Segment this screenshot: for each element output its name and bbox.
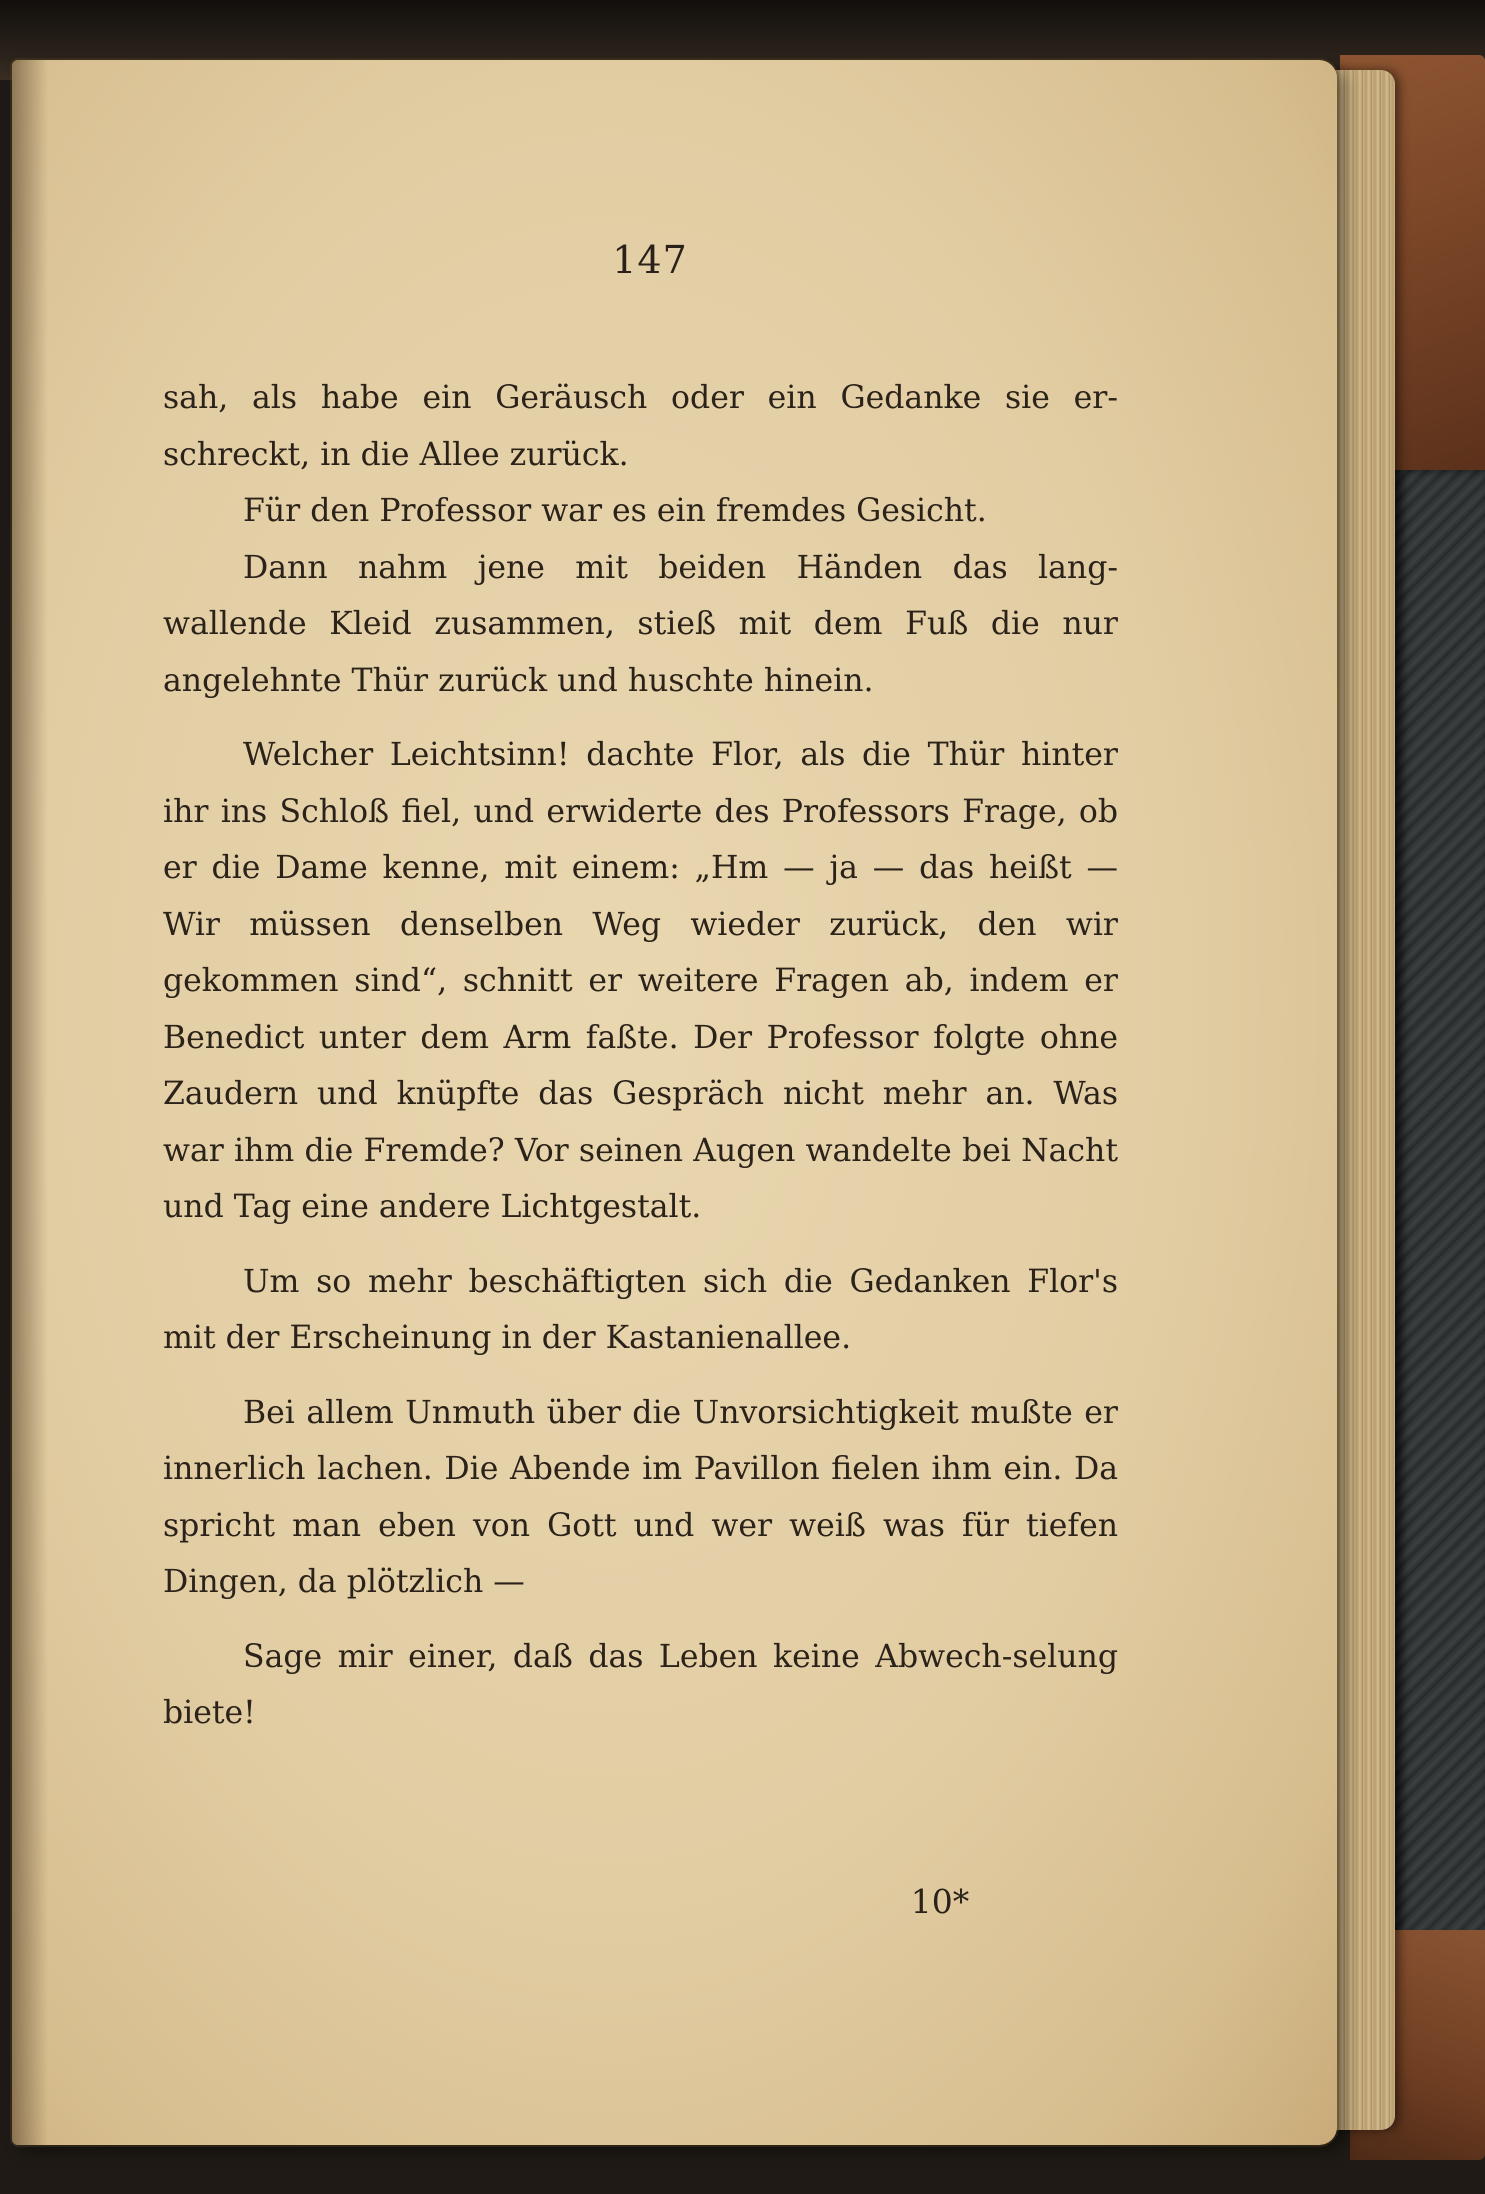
paragraph: Dann nahm jene mit beiden Händen das lang-wallende Kleid zusammen, stieß mit dem Fuß die nur angelehnte Thür zurück und huschte hinein. bbox=[163, 549, 1118, 699]
paragraph: Sage mir einer, daß das Leben keine Abwech-selung biete! bbox=[163, 1638, 1118, 1731]
signature-mark: 10* bbox=[910, 1882, 970, 1921]
paragraph: Welcher Leichtsinn! dachte Flor, als die Thür hinter ihr ins Schloß fiel, und erwiderte des Professors Frage, ob er die Dame kenne, mit einem: „Hm — ja — das heißt — Wir müssen denselben Weg wieder zurück, den wir gekommen sind“, schnitt er weitere Fragen ab, indem er Benedict unter dem Arm faßte. Der Professor folgte ohne Zaudern und knüpfte das Gespräch nicht mehr an. Was war ihm die Fremde? Vor seinen Augen wandelte bei Nacht und Tag eine andere Lichtgestalt. bbox=[163, 737, 1118, 1225]
book-board-side bbox=[1395, 470, 1485, 1940]
body-text bbox=[163, 370, 1118, 1742]
paragraph: sah, als habe ein Geräusch oder ein Gedanke sie er-schreckt, in die Allee zurück. bbox=[163, 380, 1118, 473]
paragraph: Bei allem Unmuth über die Unvorsichtigkeit mußte er innerlich lachen. Die Abende im Pavillon fielen ihm ein. Da spricht man eben von Gott und wer weiß was für tiefen Dingen, da plötzlich — bbox=[163, 1394, 1118, 1600]
page-gutter bbox=[12, 60, 48, 2145]
paragraph: Um so mehr beschäftigten sich die Gedanken Flor's mit der Erscheinung in der Kastanienallee. bbox=[163, 1263, 1118, 1356]
paragraph: Für den Professor war es ein fremdes Gesicht. bbox=[243, 493, 987, 529]
page-number: 147 bbox=[612, 238, 688, 282]
